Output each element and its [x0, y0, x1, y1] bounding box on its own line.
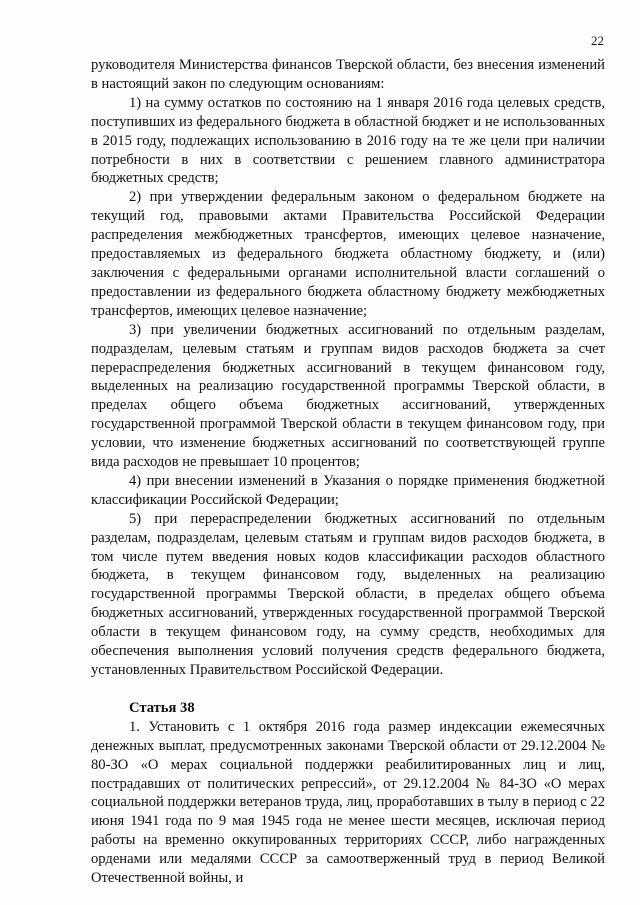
paragraph-item-1: 1) на сумму остатков по состоянию на 1 января 2016 года целевых средств, поступивших из федерального бюджета в областной бюджет и не использованных в 2015 году, подлежащих использованию в 2016 году на те же цели при наличии потребности в них в соответствии с решением главного администратора бюджетных средств;	[91, 94, 605, 187]
page-number: 22	[591, 33, 604, 48]
paragraph-item-4: 4) при внесении изменений в Указания о порядке применения бюджетной классификации Российской Федерации;	[91, 472, 605, 508]
document-body	[91, 56, 605, 888]
article-paragraph-1: 1. Установить с 1 октября 2016 года размер индексации ежемесячных денежных выплат, предусмотренных законами Тверской области от 29.12.2004 № 80-ЗО «О мерах социальной поддержки реабилитированных лиц и лиц, пострадавших от политических репрессий», от 29.12.2004 № 84-ЗО «О мерах социальной поддержки ветеранов труда, лиц, проработавших в тылу в период с 22 июня 1941 года по 9 мая 1945 года не менее шести месяцев, исключая период работы на временно оккупированных территориях СССР, либо награжденных орденами или медалями СССР за самоотверженный труд в период Великой Отечественной войны, и	[91, 718, 605, 887]
paragraph-item-2: 2) при утверждении федеральным законом о федеральном бюджете на текущий год, правовыми актами Правительства Российской Федерации распределения межбюджетных трансфертов, имеющих целевое назначение, предоставляемых из федерального бюджета областному бюджету, и (или) заключения с федеральными органами исполнительной власти соглашений о предоставлении из федерального бюджета областному бюджету межбюджетных трансфертов, имеющих целевое назначение;	[91, 189, 605, 319]
article-heading: Статья 38	[129, 699, 195, 716]
paragraph-continuation: руководителя Министерства финансов Тверской области, без внесения изменений в настоящий закон по следующим основаниям:	[91, 57, 605, 92]
paragraph-item-5: 5) при перераспределении бюджетных ассигнований по отдельным разделам, подразделам, целевым статьям и группам видов расходов бюджета, в том числе путем введения новых кодов классификации расходов областного бюджета, в текущем финансовом году, выделенных на реализацию государственной программы Тверской области, в пределах общего объема бюджетных ассигнований, утвержденных государственной программой Тверской области в текущем финансовом году, на сумму средств, необходимых для обеспечения выполнения условий получения средств федерального бюджета, установленных Правительством Российской Федерации.	[91, 510, 605, 678]
paragraph-item-3: 3) при увеличении бюджетных ассигнований по отдельным разделам, подразделам, целевым статьям и группам видов расходов бюджета за счет перераспределения бюджетных ассигнований в текущем финансовом году, выделенных на реализацию государственной программы Тверской области, в пределах общего объема бюджетных ассигнований, утвержденных государственной программой Тверской области в текущем финансовом году, при условии, что изменение бюджетных ассигнований по соответствующей группе вида расходов не превышает 10 процентов;	[91, 321, 605, 471]
